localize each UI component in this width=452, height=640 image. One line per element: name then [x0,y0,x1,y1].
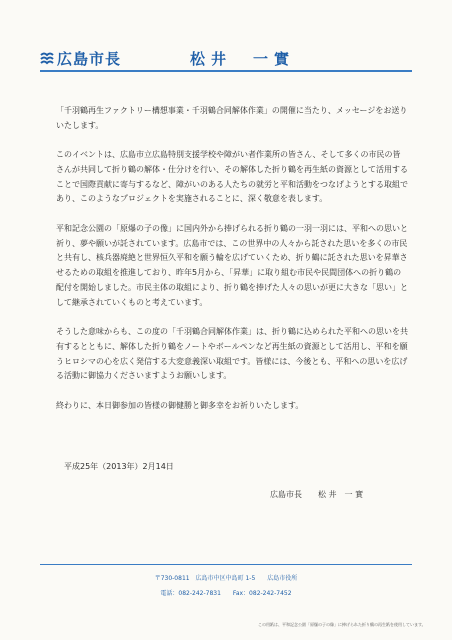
message-body [56,104,408,428]
paper-note: この用紙は、平和記念公園「原爆の子の像」に捧げられた折り鶴の再生紙を使用しています。 [258,622,426,627]
letter-signature: 広島市長 松 井 一 實 [270,490,364,499]
city-emblem-icon [40,51,54,65]
letterhead-name: 松井 一實 [190,50,296,68]
letter-date: 平成25年（2013年）2月14日 [64,462,174,471]
letterhead-title: 広島市長 [57,50,122,68]
paragraph-closing: 終わりに、本日御参加の皆様の御健勝と御多幸をお祈りいたします。 [56,400,304,410]
paragraph-significance: そうした意味からも、この度の「千羽鶴合同解体作業」は、折り鶴に込められた平和への思いを共有するとともに、解体した折り鶴をノートやボールペンなど再生紙の資源として活用し、平和を願うヒロシマの心を広く発信する大変意義深い取組です。皆様には、今後とも、平和への思いを広げる活動に御協力くださいますようお願いします。 [56,327,408,381]
letterhead [40,48,420,70]
paragraph-intro: 「千羽鶴再生ファクトリー構想事業・千羽鶴合同解体作業」の開催に当たり、メッセージをお送りいたします。 [56,106,408,130]
paragraph-peace-park: 平和記念公園の「原爆の子の像」に国内外から捧げられる折り鶴の一羽一羽には、平和への思いと祈り、夢や願いが託されています。広島市では、この世界中の人々から託された思いを多くの市民と共有し、核兵器廃絶と世界恒久平和を願う輪を広げていくため、折り鶴に託された思いを昇華させるための取組を推進しており、昨年5月から、「昇華」に取り組む市民や民間団体への折り鶴の配付を開始しました。市民主体の取組により、折り鶴を捧げた人々の思いが更に大きな「思い」として継承されていくものと考えています。 [56,223,408,307]
paragraph-event: このイベントは、広島市立広島特別支援学校や障がい者作業所の皆さん、そして多くの市民の皆さんが共同して折り鶴の解体・仕分けを行い、その解体した折り鶴を再生紙の資源として活用することで国際貢献に寄与するなど、障がいのある人たちの就労と平和活動をつなげようとする取組であり、このようなプロジェクトを実施されることに、深く敬意を表します。 [56,150,408,204]
footer-contact: 電話：082-242-7831 Fax：082-242-7452 [160,590,292,597]
footer-address: 〒730-0811 広島市中区中島町 1-5 広島市役所 [154,575,298,582]
letterhead-divider [40,70,412,72]
footer-divider [40,564,412,565]
